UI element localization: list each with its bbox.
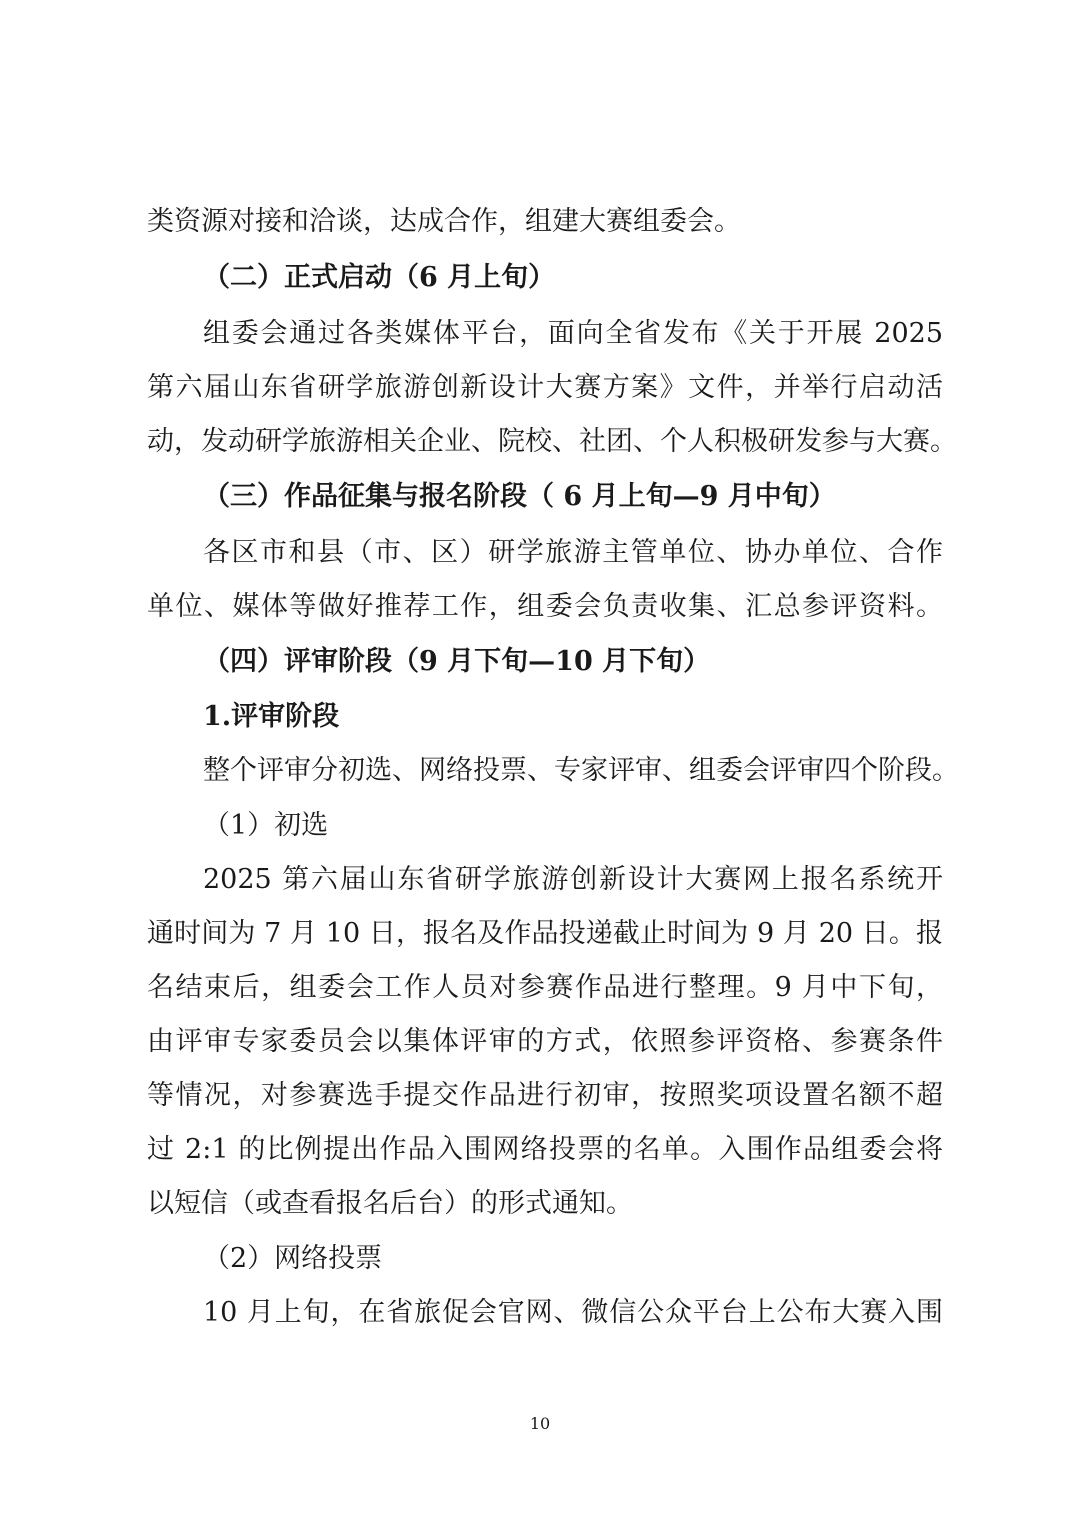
subsection-heading-review-stage: 1.评审阶段 [203, 701, 340, 732]
paragraph-line: 组委会通过各类媒体平台，面向全省发布《关于开展 2025 [203, 318, 943, 349]
paragraph-line: 名结束后，组委会工作人员对参赛作品进行整理。9 月中下旬， [147, 972, 943, 1003]
paragraph-line: 单位、媒体等做好推荐工作，组委会负责收集、汇总参评资料。 [147, 591, 943, 622]
item-heading-online-vote: （2）网络投票 [203, 1243, 383, 1274]
paragraph-line: 等情况，对参赛选手提交作品进行初审，按照奖项设置名额不超 [147, 1080, 943, 1111]
paragraph-line: 整个评审分初选、网络投票、专家评审、组委会评审四个阶段。 [203, 755, 959, 786]
paragraph-line: 第六届山东省研学旅游创新设计大赛方案》文件，并举行启动活 [147, 372, 943, 403]
item-heading-preliminary: （1）初选 [203, 810, 329, 841]
paragraph-line: 类资源对接和洽谈，达成合作，组建大赛组委会。 [147, 206, 741, 237]
section-heading-collection: （三）作品征集与报名阶段（ 6 月上旬—9 月中旬） [203, 481, 836, 512]
paragraph-line: 10 月上旬，在省旅促会官网、微信公众平台上公布大赛入围 [203, 1297, 943, 1328]
paragraph-line: 2025 第六届山东省研学旅游创新设计大赛网上报名系统开 [203, 864, 943, 895]
paragraph-line: 通时间为 7 月 10 日，报名及作品投递截止时间为 9 月 20 日。报 [147, 918, 943, 949]
paragraph-line: 由评审专家委员会以集体评审的方式，依照参评资格、参赛条件 [147, 1026, 943, 1057]
section-heading-launch: （二）正式启动（6 月上旬） [203, 262, 556, 293]
section-heading-review: （四）评审阶段（9 月下旬—10 月下旬） [203, 646, 711, 677]
page-number: 10 [529, 1414, 551, 1433]
paragraph-line: 以短信（或查看报名后台）的形式通知。 [147, 1188, 633, 1219]
paragraph-line: 各区市和县（市、区）研学旅游主管单位、协办单位、合作 [203, 537, 943, 568]
paragraph-line: 动，发动研学旅游相关企业、院校、社团、个人积极研发参与大赛。 [147, 426, 957, 457]
paragraph-line: 过 2:1 的比例提出作品入围网络投票的名单。入围作品组委会将 [147, 1134, 943, 1165]
